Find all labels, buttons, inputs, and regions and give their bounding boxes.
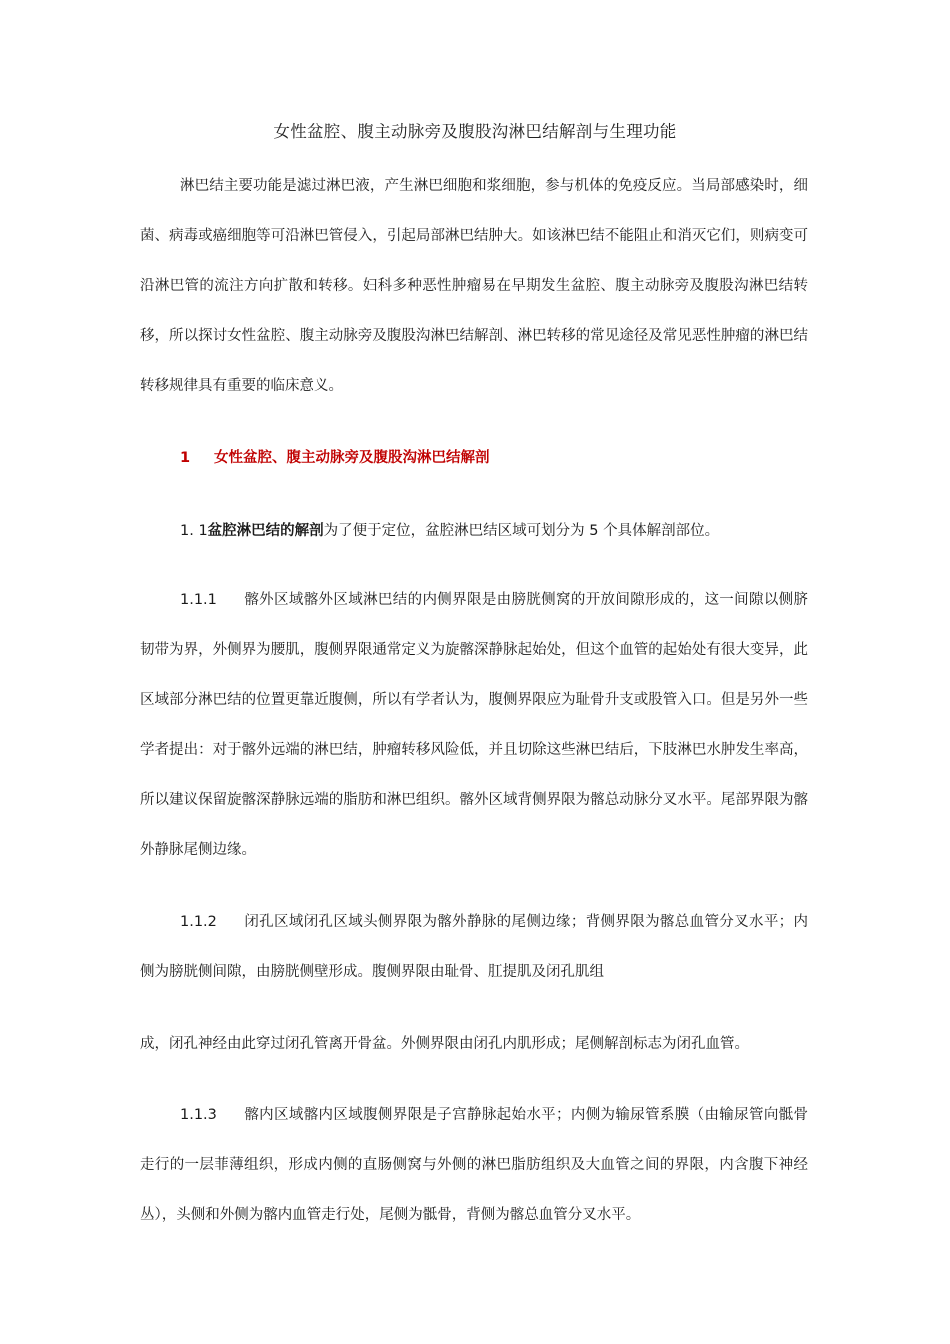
section-1-1-3-number: 1.1.3 — [180, 1107, 217, 1123]
section-1-number: 1 — [180, 450, 191, 466]
document-title: 女性盆腔、腹主动脉旁及腹股沟淋巴结解剖与生理功能 — [273, 122, 677, 141]
section-1-1-1-text: 髂外区域髂外区域淋巴结的内侧界限是由膀胱侧窝的开放间隙形成的，这一间隙以侧脐韧带为界，外侧界为腰肌，腹侧界限通常定义为旋髂深静脉起始处，但这个血管的起始处有很大变异，此区域部分淋巴结的位置更靠近腹侧，所以有学者认为，腹侧界限应为耻骨升支或股管入口。但是另外一些学者提出：对于髂外远端的淋巴结，肿瘤转移风险低，并且切除这些淋巴结后，下肢淋巴水肿发生率高，所以建议保留旋髂深静脉远端的脂肪和淋巴组织。髂外区域背侧界限为髂总动脉分叉水平。尾部界限为髂外静脉尾侧边缘。 — [140, 592, 808, 858]
section-1-heading — [180, 446, 490, 467]
section-1-1-2-paragraph — [140, 897, 808, 997]
section-1-1 — [180, 519, 719, 540]
section-1-1-number: 1. 1 — [180, 523, 208, 539]
section-1-1-text: 为了便于定位，盆腔淋巴结区域可划分为 5 个具体解剖部位。 — [323, 523, 720, 539]
section-1-1-2-continuation: 成，闭孔神经由此穿过闭孔管离开骨盆。外侧界限由闭孔内肌形成；尾侧解剖标志为闭孔血管。 — [140, 1036, 749, 1052]
section-1-1-1-number: 1.1.1 — [180, 592, 217, 608]
section-1-1-title: 盆腔淋巴结的解剖 — [207, 523, 324, 539]
section-1-1-2-number: 1.1.2 — [180, 914, 217, 930]
section-1-1-3-text: 髂内区域髂内区域腹侧界限是子宫静脉起始水平；内侧为输尿管系膜（由输尿管向骶骨走行的一层菲薄组织，形成内侧的直肠侧窝与外侧的淋巴脂肪组织及大血管之间的界限，内含腹下神经丛），头侧和外侧为髂内血管走行处，尾侧为骶骨，背侧为髂总血管分叉水平。 — [140, 1107, 808, 1223]
intro-paragraph: 淋巴结主要功能是滤过淋巴液，产生淋巴细胞和浆细胞，参与机体的免疫反应。当局部感染时，细菌、病毒或癌细胞等可沿淋巴管侵入，引起局部淋巴结肿大。如该淋巴结不能阻止和消灭它们，则病变可沿淋巴管的流注方向扩散和转移。妇科多种恶性肿瘤易在早期发生盆腔、腹主动脉旁及腹股沟淋巴结转移，所以探讨女性盆腔、腹主动脉旁及腹股沟淋巴结解剖、淋巴转移的常见途径及常见恶性肿瘤的淋巴结转移规律具有重要的临床意义。 — [140, 178, 808, 394]
section-1-1-3-paragraph — [140, 1090, 808, 1240]
section-1-1-2-text: 闭孔区域闭孔区域头侧界限为髂外静脉的尾侧边缘；背侧界限为髂总血管分叉水平；内侧为膀胱侧间隙，由膀胱侧壁形成。腹侧界限由耻骨、肛提肌及闭孔肌组 — [140, 914, 808, 980]
section-1-1-1-paragraph — [140, 575, 808, 875]
section-1-title: 女性盆腔、腹主动脉旁及腹股沟淋巴结解剖 — [214, 450, 490, 466]
